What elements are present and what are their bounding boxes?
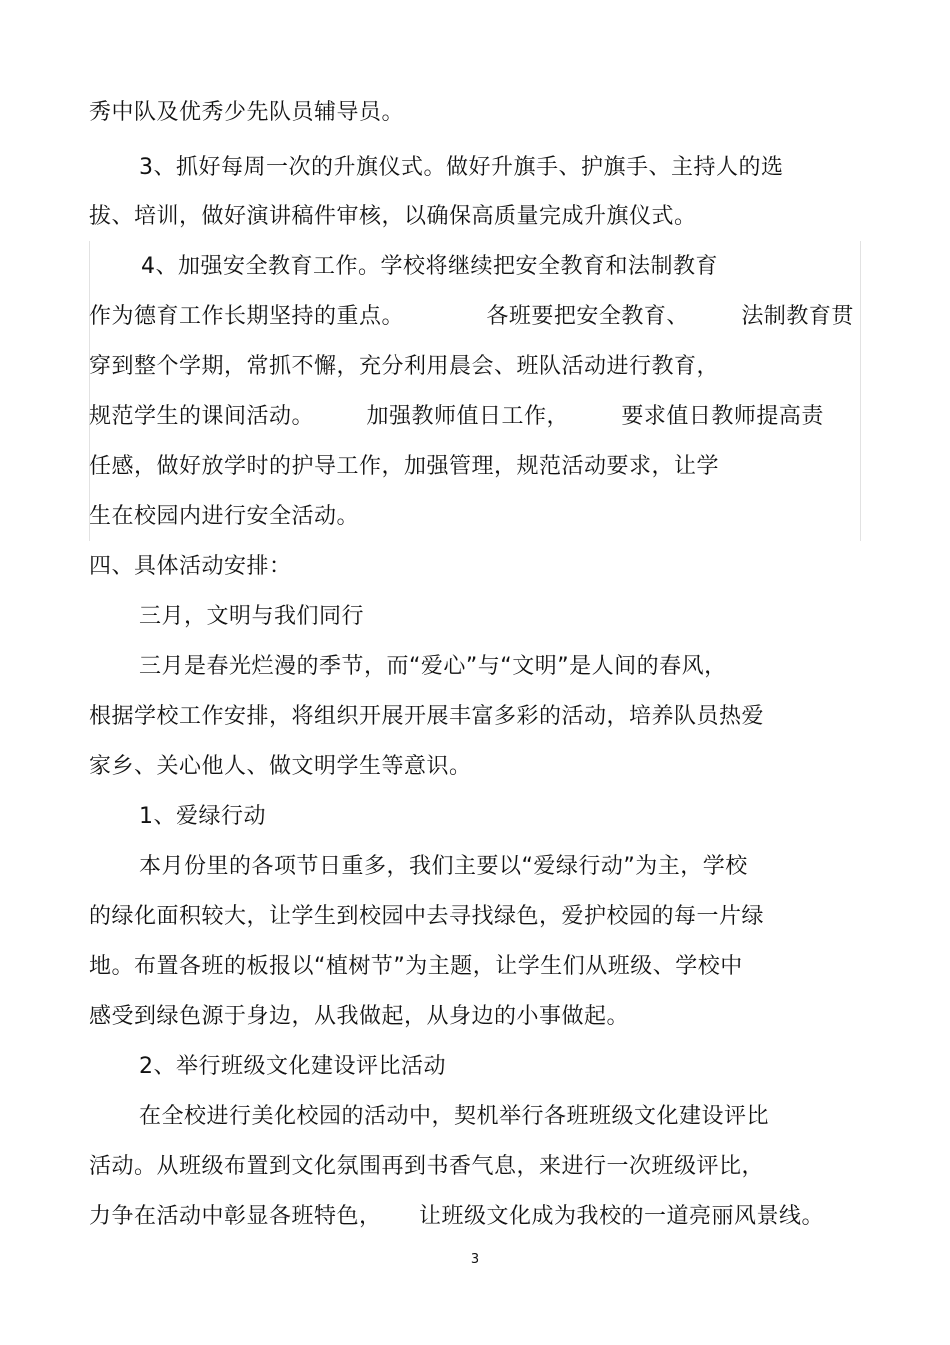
text-line: 任感，做好放学时的护导工作，加强管理，规范活动要求，让学 [89,454,720,479]
text-line: 感受到绿色源于身边，从我做起，从身边的小事做起。 [89,1004,630,1029]
text-line: 三月是春光烂漫的季节，而“爱心”与“文明”是人间的春风， [139,654,727,679]
text-line: 秀中队及优秀少先队员辅导员。 [89,100,405,125]
text-line: 穿到整个学期，常抓不懈，充分利用晨会、班队活动进行教育， [89,354,720,379]
text-line: 规范学生的课间活动。 加强教师值日工作， 要求值日教师提高责 [89,404,824,429]
text-line: 本月份里的各项节日重多，我们主要以“爱绿行动”为主，学校 [139,854,748,879]
text-line: 生在校园内进行安全活动。 [89,504,360,529]
section-heading: 四、具体活动安排： [89,554,292,579]
text-line: 4、加强安全教育工作。学校将继续把安全教育和法制教育 [141,254,718,279]
text-line: 地。布置各班的板报以“植树节”为主题，让学生们从班级、学校中 [89,954,743,979]
framed-section-border [89,241,861,541]
text-line: 家乡、关心他人、做文明学生等意识。 [89,754,472,779]
text-line: 在全校进行美化校园的活动中，契机举行各班班级文化建设评比 [139,1104,770,1129]
subheading: 三月，文明与我们同行 [139,604,365,629]
page-number: 3 [470,1252,480,1267]
subheading: 2、举行班级文化建设评比活动 [139,1054,446,1079]
text-line: 力争在活动中彰显各班特色， 让班级文化成为我校的一道亮丽风景线。 [89,1204,824,1229]
text-line: 拔、培训，做好演讲稿件审核，以确保高质量完成升旗仪式。 [89,204,697,229]
text-line: 活动。从班级布置到文化氛围再到书香气息，来进行一次班级评比， [89,1154,765,1179]
subheading: 1、爱绿行动 [139,804,266,829]
text-line: 根据学校工作安排，将组织开展开展丰富多彩的活动，培养队员热爱 [89,704,765,729]
text-line: 的绿化面积较大，让学生到校园中去寻找绿色，爱护校园的每一片绿 [89,904,765,929]
text-line: 3、抓好每周一次的升旗仪式。做好升旗手、护旗手、主持人的选 [139,155,784,180]
text-line: 作为德育工作长期坚持的重点。 各班要把安全教育、 法制教育贯 [89,304,854,329]
